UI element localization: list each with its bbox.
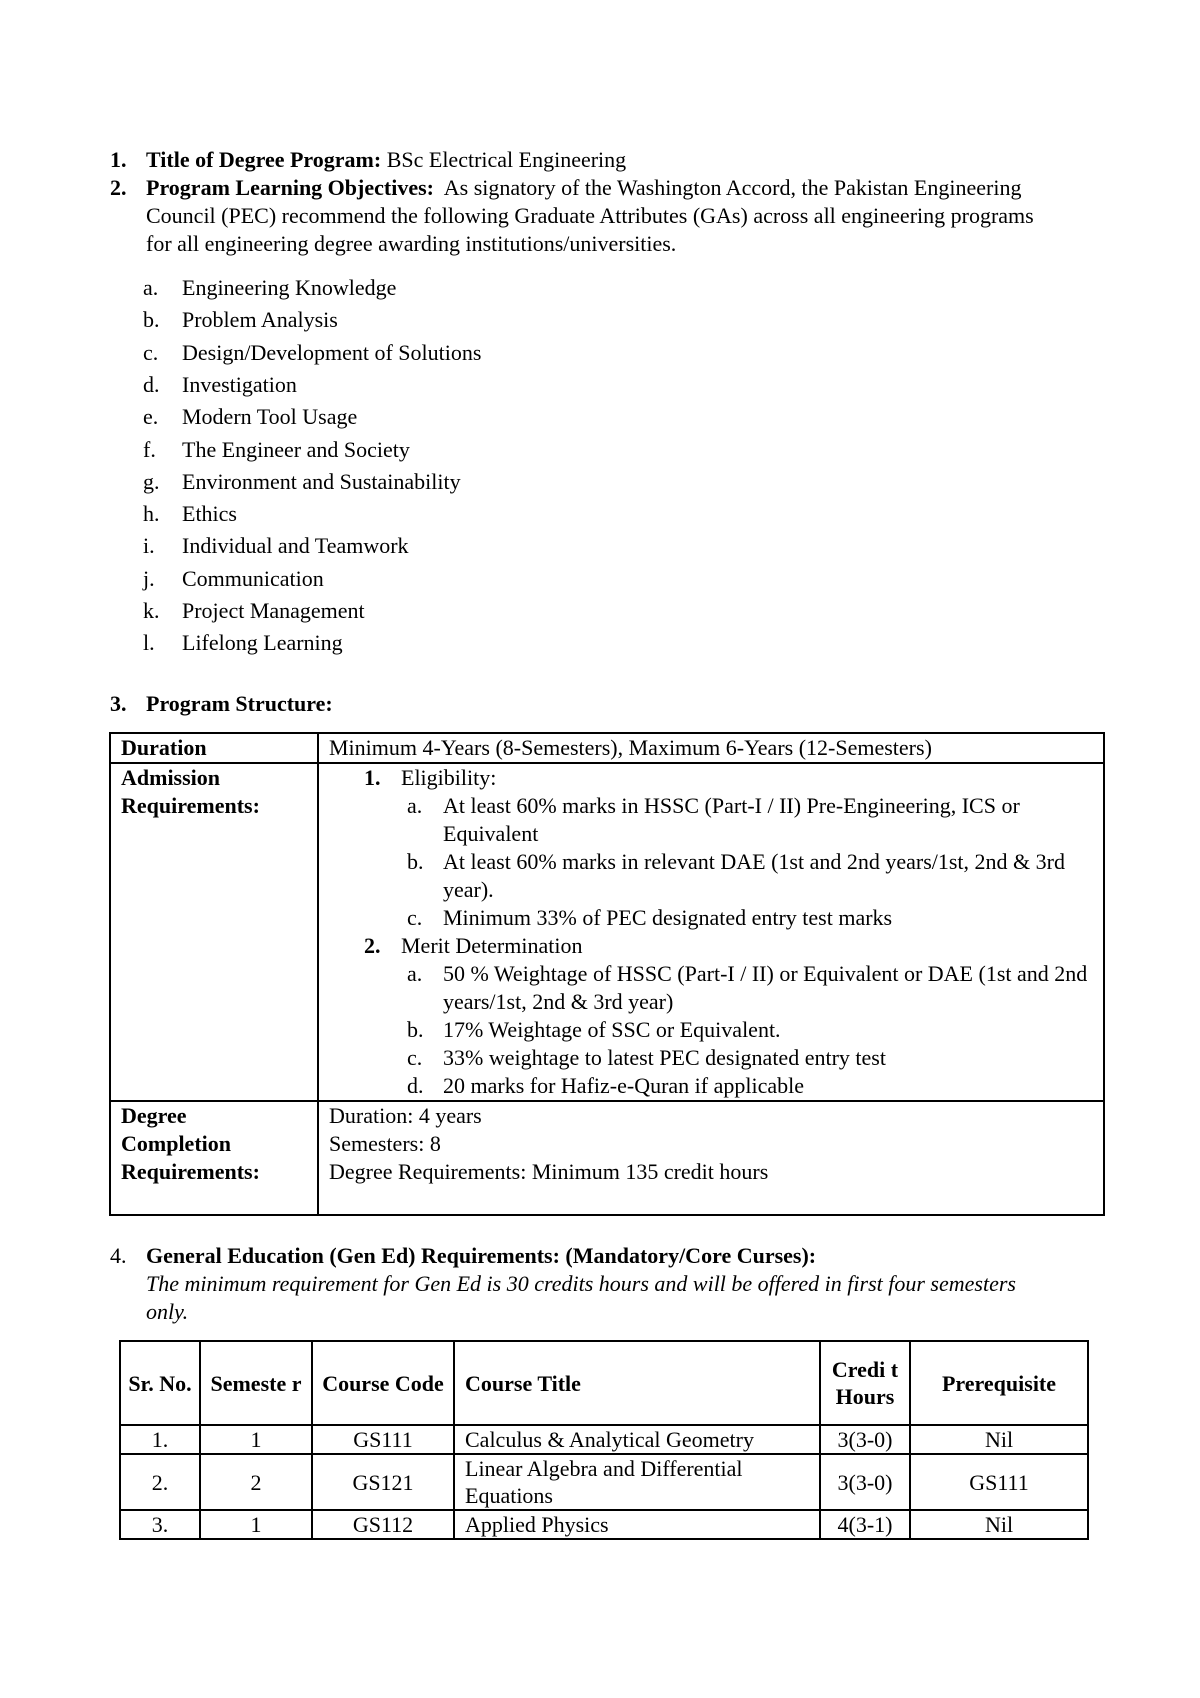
- list-item-text: Ethics: [182, 501, 237, 527]
- cell-semester: 1: [200, 1510, 312, 1539]
- list-item-text: 33% weightage to latest PEC designated entry test: [443, 1045, 886, 1070]
- completion-semesters: Semesters: 8: [329, 1131, 441, 1156]
- list-item-letter: k.: [143, 598, 160, 623]
- table-row: [120, 1425, 1088, 1454]
- table-row: [120, 1454, 1088, 1510]
- header-course-title: Course Title: [454, 1341, 820, 1425]
- section-4-heading: [146, 1242, 816, 1270]
- header-sr-no: Sr. No.: [120, 1341, 200, 1425]
- section-1-value: BSc Electrical Engineering: [386, 147, 627, 172]
- cell-credit-hours: 3(3-0): [820, 1454, 910, 1510]
- list-item-text: Minimum 33% of PEC designated entry test marks: [443, 905, 893, 930]
- table-row: [120, 1510, 1088, 1539]
- list-item-text: 20 marks for Hafiz-e-Quran if applicable: [443, 1073, 805, 1098]
- section-1-heading: [146, 146, 626, 174]
- list-item-text: Engineering Knowledge: [182, 275, 397, 300]
- list-item-text: Environment and Sustainability: [182, 468, 461, 494]
- list-item-letter: i.: [143, 533, 155, 559]
- cell-sr-no: 1.: [120, 1425, 200, 1454]
- list-item-text: Communication: [182, 565, 324, 591]
- admission-label-text: Admission Requirements:: [121, 765, 260, 818]
- completion-credit-hours: Degree Requirements: Minimum 135 credit hours: [329, 1159, 769, 1184]
- list-item-letter: a.: [407, 793, 423, 818]
- section-2-text: As signatory of the Washington Accord, the Pakistan Engineering Council (PEC) recommend the following Graduate Attributes (GAs) across all engineering programs for all engineering degree awarding institutions/universities.: [146, 175, 1034, 256]
- list-item: [143, 532, 409, 560]
- header-prerequisite: Prerequisite: [910, 1341, 1088, 1425]
- program-structure-table: [109, 732, 1105, 1216]
- list-item-letter: b.: [407, 849, 424, 874]
- list-item-letter: f.: [143, 436, 156, 462]
- cell-credit-hours: 3(3-0): [820, 1425, 910, 1454]
- list-item-text: Lifelong Learning: [182, 630, 343, 656]
- list-item-text: At least 60% marks in relevant DAE (1st and 2nd years/1st, 2nd & 3rd year).: [443, 849, 1065, 902]
- cell-credit-hours: 4(3-1): [820, 1510, 910, 1539]
- merit-heading: [329, 932, 1093, 960]
- table-header-row: [120, 1341, 1088, 1425]
- cell-course-code: GS111: [312, 1425, 454, 1454]
- list-item: [143, 403, 357, 431]
- list-item-letter: b.: [143, 307, 160, 333]
- gen-ed-table-body: [120, 1425, 1088, 1539]
- list-item-letter: j.: [143, 565, 155, 591]
- list-item: [143, 306, 338, 334]
- table-row: [110, 733, 1104, 763]
- list-item-letter: d.: [143, 371, 160, 397]
- merit-number: 2.: [364, 933, 381, 958]
- section-3-heading: [146, 690, 333, 718]
- list-item: [143, 339, 481, 367]
- list-item: [329, 960, 1093, 1016]
- list-item: [143, 500, 237, 528]
- completion-cell: [318, 1101, 1104, 1215]
- section-4-label: General Education (Gen Ed) Requirements: (Mandatory/Core Curses):: [146, 1243, 817, 1268]
- section-3-number: 3.: [110, 691, 127, 716]
- list-item-text: Modern Tool Usage: [182, 404, 358, 430]
- section-2-label: Program Learning Objectives:: [146, 175, 434, 200]
- list-item-text: Project Management: [182, 598, 365, 623]
- list-item: [329, 904, 1093, 932]
- merit-list: [329, 960, 1093, 1100]
- list-item: [329, 1016, 1093, 1044]
- list-item: [329, 1072, 1093, 1100]
- list-item-text: 50 % Weightage of HSSC (Part-I / II) or Equivalent or DAE (1st and 2nd years/1st, 2nd & 3rd year): [443, 961, 1088, 1014]
- list-item: [143, 274, 396, 302]
- header-credit-hours: Credi t Hours: [820, 1341, 910, 1425]
- list-item-letter: e.: [143, 404, 159, 430]
- admission-requirements-cell: [318, 763, 1104, 1101]
- list-item: [329, 792, 1093, 848]
- header-course-code: Course Code: [312, 1341, 454, 1425]
- admission-label: [110, 763, 318, 1101]
- cell-sr-no: 2.: [120, 1454, 200, 1510]
- cell-prerequisite: Nil: [910, 1510, 1088, 1539]
- list-item-text: Problem Analysis: [182, 307, 338, 333]
- list-item: [143, 436, 410, 464]
- cell-semester: 1: [200, 1425, 312, 1454]
- list-item-text: Individual and Teamwork: [182, 533, 409, 559]
- list-item-text: The Engineer and Society: [182, 436, 410, 462]
- list-item: [329, 848, 1093, 904]
- section-1-number: 1.: [110, 147, 127, 172]
- eligibility-heading: [329, 764, 1093, 792]
- cell-course-title: Calculus & Analytical Geometry: [454, 1425, 820, 1454]
- completion-duration: Duration: 4 years: [329, 1103, 482, 1128]
- list-item-letter: c.: [143, 339, 159, 365]
- list-item-letter: g.: [143, 468, 160, 494]
- cell-prerequisite: Nil: [910, 1425, 1088, 1454]
- eligibility-list: [329, 792, 1093, 932]
- cell-course-code: GS121: [312, 1454, 454, 1510]
- list-item-letter: a.: [407, 961, 423, 986]
- merit-title: Merit Determination: [401, 933, 583, 958]
- duration-label: Duration: [110, 733, 318, 763]
- completion-label: [110, 1101, 318, 1215]
- list-item-letter: l.: [143, 630, 155, 656]
- section-4-note: The minimum requirement for Gen Ed is 30 credits hours and will be offered in first four semesters only.: [146, 1271, 1016, 1324]
- section-2-paragraph: [146, 174, 1046, 258]
- cell-semester: 2: [200, 1454, 312, 1510]
- eligibility-title: Eligibility:: [401, 765, 497, 790]
- table-row: [110, 763, 1104, 1101]
- section-2-number: 2.: [110, 175, 127, 200]
- list-item-letter: c.: [407, 905, 423, 930]
- gen-ed-table: [119, 1340, 1089, 1540]
- list-item: [143, 371, 297, 399]
- list-item: [143, 629, 343, 657]
- cell-course-title: Linear Algebra and Differential Equations: [454, 1454, 820, 1510]
- list-item-text: Investigation: [182, 371, 297, 397]
- completion-label-text: Degree Completion Requirements:: [121, 1103, 260, 1184]
- list-item-letter: c.: [407, 1045, 423, 1070]
- list-item-letter: a.: [143, 275, 159, 300]
- cell-sr-no: 3.: [120, 1510, 200, 1539]
- section-3-label: Program Structure:: [146, 691, 333, 716]
- cell-course-title: Applied Physics: [454, 1510, 820, 1539]
- list-item-text: At least 60% marks in HSSC (Part-I / II) Pre-Engineering, ICS or Equivalent: [443, 793, 1020, 846]
- section-1-label: Title of Degree Program:: [146, 147, 382, 172]
- list-item: [329, 1044, 1093, 1072]
- duration-value: Minimum 4-Years (8-Semesters), Maximum 6-Years (12-Semesters): [318, 733, 1104, 763]
- list-item: [143, 565, 324, 593]
- list-item-letter: b.: [407, 1017, 424, 1042]
- list-item-text: 17% Weightage of SSC or Equivalent.: [443, 1017, 781, 1042]
- section-4-number: 4.: [110, 1243, 127, 1268]
- list-item: [143, 597, 365, 625]
- cell-course-code: GS112: [312, 1510, 454, 1539]
- table-row: [110, 1101, 1104, 1215]
- cell-prerequisite: GS111: [910, 1454, 1088, 1510]
- eligibility-number: 1.: [364, 765, 381, 790]
- header-semester: Semeste r: [200, 1341, 312, 1425]
- list-item-letter: d.: [407, 1073, 424, 1098]
- list-item: [143, 468, 461, 496]
- list-item-letter: h.: [143, 501, 160, 527]
- list-item-text: Design/Development of Solutions: [182, 339, 482, 365]
